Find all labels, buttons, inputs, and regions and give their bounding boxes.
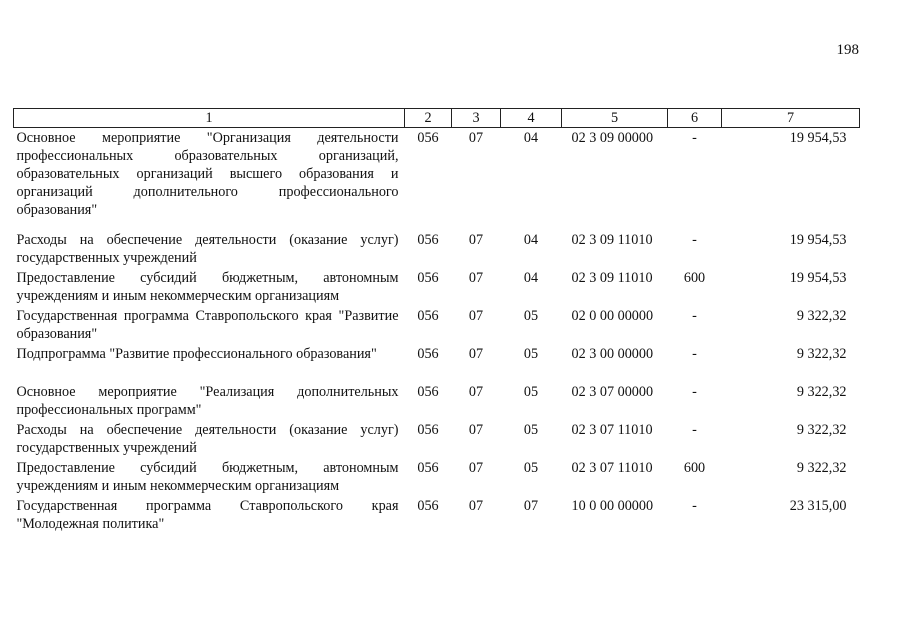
table-row [14,458,860,496]
table-body [14,128,860,535]
row-grbs: 056 [417,270,439,286]
row-sum: 9 322,32 [796,460,847,476]
row-sum: 9 322,32 [796,346,847,362]
row-rz: 07 [468,384,484,400]
table-row [14,306,860,344]
row-grbs: 056 [417,422,439,438]
page-number: 198 [836,42,859,58]
row-grbs: 056 [417,232,439,248]
row-grbs: 056 [417,498,439,514]
row-sum: 23 315,00 [789,498,847,514]
row-name: Подпрограмма "Развитие профессионального образования" [16,346,377,362]
row-vr: 600 [683,460,706,476]
row-name: Расходы на обеспечение деятельности (оказание услуг) государственных учреждений [16,232,399,266]
row-vr: - [692,308,697,324]
row-csr: 02 3 07 11010 [571,422,653,438]
row-grbs: 056 [417,130,439,146]
row-rz: 07 [468,270,484,286]
row-csr: 10 0 00 00000 [571,498,654,514]
table-header [14,109,860,128]
row-csr: 02 3 07 00000 [571,384,654,400]
row-vr: - [692,422,697,438]
row-csr: 02 3 09 11010 [571,270,653,286]
row-vr: 600 [683,270,706,286]
row-pr: 04 [523,232,539,248]
row-vr: - [692,384,697,400]
row-csr: 02 3 00 00000 [571,346,654,362]
row-sum: 9 322,32 [796,384,847,400]
header-row [14,109,860,128]
table-row [14,496,860,534]
table-row [14,344,860,382]
row-name: Государственная программа Ставропольского края "Развитие образования" [16,308,399,342]
row-grbs: 056 [417,308,439,324]
row-rz: 07 [468,308,484,324]
row-sum: 19 954,53 [789,232,847,248]
column-header: 4 [501,109,562,128]
row-pr: 07 [523,498,539,514]
table-row [14,230,860,268]
column-header: 6 [668,109,722,128]
row-pr: 05 [523,384,539,400]
table-row [14,128,860,231]
row-name: Государственная программа Ставропольского края "Молодежная политика" [16,498,399,532]
row-csr: 02 3 09 00000 [571,130,654,146]
row-sum: 19 954,53 [789,270,847,286]
row-rz: 07 [468,346,484,362]
row-pr: 04 [523,130,539,146]
row-grbs: 056 [417,384,439,400]
row-vr: - [692,232,697,248]
row-rz: 07 [468,498,484,514]
row-pr: 05 [523,422,539,438]
column-header: 5 [562,109,668,128]
column-header: 2 [405,109,452,128]
column-header: 7 [722,109,860,128]
row-name: Расходы на обеспечение деятельности (оказание услуг) государственных учреждений [16,422,399,456]
row-rz: 07 [468,422,484,438]
row-name: Основное мероприятие "Организация деятельности профессиональных образовательных организаций, образовательных организаций высшего образования и организаций дополнительного профессионального образования" [16,130,399,218]
row-sum: 9 322,32 [796,422,847,438]
row-vr: - [692,130,697,146]
row-csr: 02 0 00 00000 [571,308,654,324]
budget-table [13,108,860,534]
row-vr: - [692,346,697,362]
row-sum: 19 954,53 [789,130,847,146]
row-name: Предоставление субсидий бюджетным, автономным учреждениям и иным некоммерческим организациям [16,460,399,494]
row-name: Предоставление субсидий бюджетным, автономным учреждениям и иным некоммерческим организациям [16,270,399,304]
row-rz: 07 [468,130,484,146]
row-grbs: 056 [417,460,439,476]
table-row [14,382,860,420]
row-pr: 05 [523,308,539,324]
row-pr: 05 [523,346,539,362]
table-row [14,420,860,458]
row-grbs: 056 [417,346,439,362]
column-header: 1 [14,109,405,128]
row-rz: 07 [468,460,484,476]
row-pr: 04 [523,270,539,286]
row-rz: 07 [468,232,484,248]
row-csr: 02 3 09 11010 [571,232,653,248]
row-vr: - [692,498,697,514]
row-name: Основное мероприятие "Реализация дополнительных профессиональных программ" [16,384,399,418]
row-csr: 02 3 07 11010 [571,460,653,476]
table-row [14,268,860,306]
row-pr: 05 [523,460,539,476]
row-sum: 9 322,32 [796,308,847,324]
column-header: 3 [452,109,501,128]
